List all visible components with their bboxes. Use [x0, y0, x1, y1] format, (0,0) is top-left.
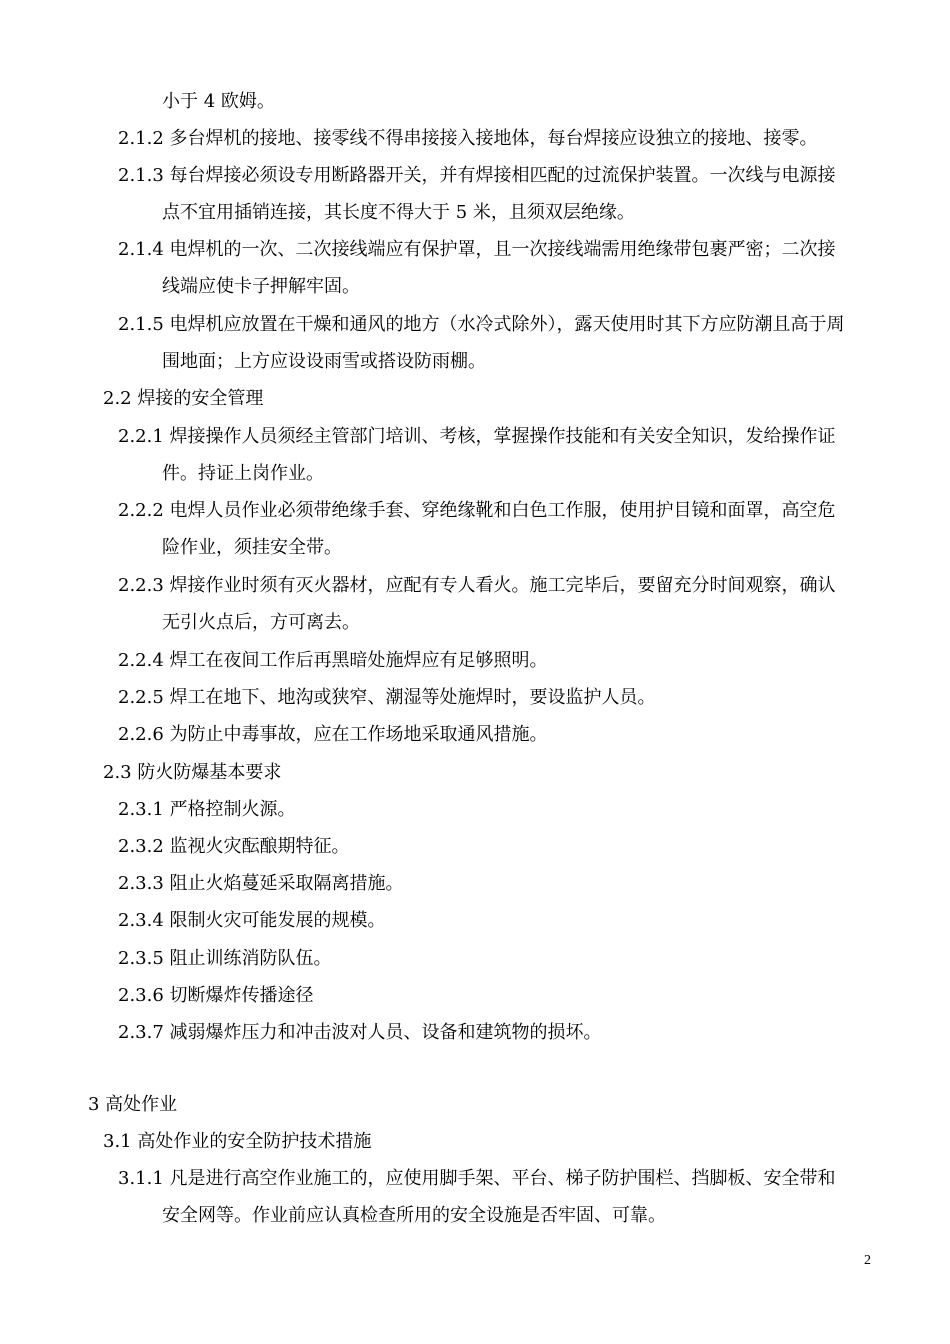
paragraph-line: 件。持证上岗作业。: [162, 463, 324, 484]
paragraph-line: 2.1.3 每台焊接必须设专用断路器开关，并有焊接相匹配的过流保护装置。一次线与电源接: [118, 165, 836, 186]
paragraph-line: 无引火点后，方可离去。: [162, 612, 360, 633]
paragraph-line: 安全网等。作业前应认真检查所用的安全设施是否牢固、可靠。: [162, 1205, 666, 1226]
chapter-heading: 3 高处作业: [88, 1094, 178, 1115]
paragraph-line: 线端应使卡子押解牢固。: [162, 276, 360, 297]
page-number: 2: [864, 1253, 871, 1268]
paragraph-line: 2.3.1 严格控制火源。: [118, 799, 296, 820]
paragraph-line: 2.3.3 阻止火焰蔓延采取隔离措施。: [118, 873, 404, 894]
paragraph-line: 2.2.5 焊工在地下、地沟或狭窄、潮湿等处施焊时，要设监护人员。: [118, 687, 656, 708]
paragraph-line: 2.2.4 焊工在夜间工作后再黑暗处施焊应有足够照明。: [118, 650, 548, 671]
section-heading: 2.2 焊接的安全管理: [103, 388, 264, 409]
paragraph-line: 2.2.2 电焊人员作业必须带绝缘手套、穿绝缘靴和白色工作服，使用护目镜和面罩，高空危: [118, 500, 836, 521]
paragraph-line: 2.3.6 切断爆炸传播途径: [118, 985, 314, 1006]
paragraph-line: 2.2.6 为防止中毒事故，应在工作场地采取通风措施。: [118, 724, 548, 745]
paragraph-line: 小于 4 欧姆。: [162, 91, 275, 112]
paragraph-line: 2.3.7 减弱爆炸压力和冲击波对人员、设备和建筑物的损坏。: [118, 1022, 602, 1043]
paragraph-line: 2.2.3 焊接作业时须有灭火器材，应配有专人看火。施工完毕后，要留充分时间观察，确认: [118, 575, 836, 596]
paragraph-line: 2.3.5 阻止训练消防队伍。: [118, 948, 332, 969]
paragraph-line: 2.1.4 电焊机的一次、二次接线端应有保护罩，且一次接线端需用绝缘带包裹严密；二次接: [118, 239, 836, 260]
paragraph-line: 2.3.4 限制火灾可能发展的规模。: [118, 910, 386, 931]
paragraph-line: 2.1.2 多台焊机的接地、接零线不得串接接入接地体，每台焊接应设独立的接地、接零。: [118, 128, 818, 149]
paragraph-line: 2.2.1 焊接操作人员须经主管部门培训、考核，掌握操作技能和有关安全知识，发给操作证: [118, 426, 836, 447]
paragraph-line: 3.1.1 凡是进行高空作业施工的，应使用脚手架、平台、梯子防护围栏、挡脚板、安全带和: [118, 1168, 836, 1189]
section-heading: 3.1 高处作业的安全防护技术措施: [103, 1131, 372, 1152]
paragraph-line: 2.1.5 电焊机应放置在干燥和通风的地方（水冷式除外），露天使用时其下方应防潮且高于周: [118, 314, 845, 335]
paragraph-line: 险作业，须挂安全带。: [162, 537, 342, 558]
paragraph-line: 围地面；上方应设设雨雪或搭设防雨棚。: [162, 351, 486, 372]
paragraph-line: 2.3.2 监视火灾酝酿期特征。: [118, 836, 350, 857]
paragraph-line: 点不宜用插销连接，其长度不得大于 5 米，且须双层绝缘。: [162, 202, 635, 223]
section-heading: 2.3 防火防爆基本要求: [103, 762, 282, 783]
